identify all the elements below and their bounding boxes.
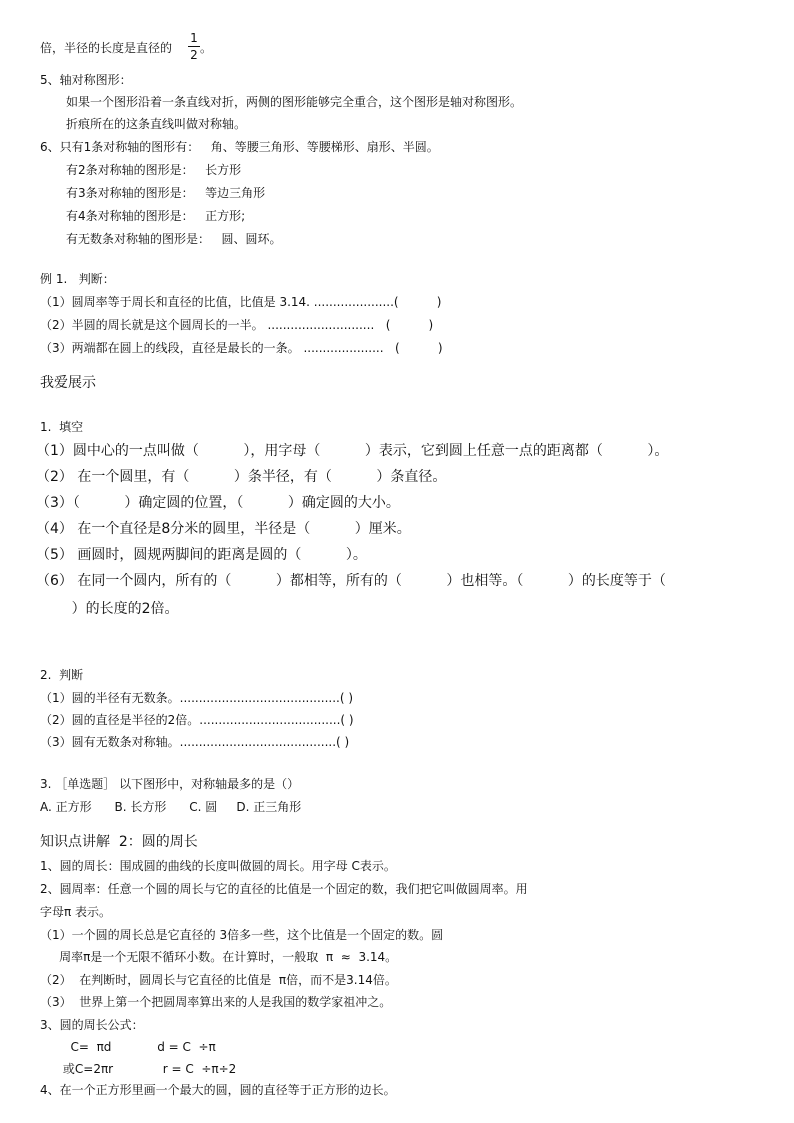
axis-symmetry-crease: 折痕所在的这条直线叫做对称轴。 [66,117,247,131]
one-half-fraction [188,32,200,61]
circumference-line: 字母π 表示。 [40,905,112,919]
fill-blank-item: （3）（ ）确定圆的位置，（ ）确定圆的大小。 [36,495,400,511]
choice-options: A. 正方形 B. 长方形 C. 圆 D. 正三角形 [40,800,302,814]
judge-item: （2）圆的直径是半径的2倍。.....................................( ) [40,713,354,727]
fill-blank-item: （4） 在一个直径是8分米的圆里，半径是（ ）厘米。 [36,521,411,537]
symmetry-counts-heading: 6、只有1条对称轴的图形有： 角、等腰三角形、等腰梯形、扇形、半圆。 [40,140,439,154]
circumference-line: （2） 在判断时，圆周长与它直径的比值是 π倍，而不是3.14倍。 [40,973,397,987]
symmetry-count-item: 有无数条对称轴的图形是： 圆、圆环。 [66,232,282,246]
fill-blank-item: ）的长度的2倍。 [36,601,179,617]
circumference-line: 2、圆周率：任意一个圆的周长与它的直径的比值是一个固定的数，我们把它叫做圆周率。用 [40,882,528,896]
circumference-line: 周率π是一个无限不循环小数。在计算时，一般取 π ≈ 3.14。 [40,950,398,964]
circumference-line: 3、圆的周长公式： [40,1018,144,1032]
symmetry-count-item: 有2条对称轴的图形是： 长方形 [66,163,242,177]
fill-blank-title: 1. 填空 [40,420,84,434]
judge-item: （1）圆的半径有无数条。..........................................( ) [40,691,354,705]
fraction-denominator: 2 [190,48,198,62]
circumference-line: 4、在一个正方形里画一个最大的圆，圆的直径等于正方形的边长。 [40,1083,396,1097]
circumference-title: 知识点讲解 2：圆的周长 [40,834,198,850]
circumference-formula: C= πd d = C ÷π [40,1040,216,1054]
example1-item: （3）两端都在圆上的线段，直径是最长的一条。 ..................... ( ) [40,341,443,355]
radius-line-end: 。 [200,41,213,55]
fill-blank-item: （6） 在同一个圆内，所有的（ ）都相等，所有的（ ）也相等。（ ）的长度等于（ [36,573,666,589]
fill-blank-item: （2） 在一个圆里，有（ ）条半径，有（ ）条直径。 [36,469,447,485]
radius-line-text: 倍，半径的长度是直径的 [40,41,173,55]
fraction-bar [188,46,200,47]
radius-diameter-note [40,42,172,54]
choice-question: 3. ［单选题］ 以下图形中，对称轴最多的是（） [40,777,300,791]
symmetry-count-item: 有4条对称轴的图形是： 正方形; [66,209,246,223]
circumference-formula: 或C=2πr r = C ÷π÷2 [40,1062,237,1076]
symmetry-count-item: 有3条对称轴的图形是： 等边三角形 [66,186,266,200]
fraction-numerator: 1 [190,31,198,45]
circumference-line: 1、圆的周长：围成圆的曲线的长度叫做圆的周长。用字母 C表示。 [40,859,396,873]
example1-item: （1）圆周率等于周长和直径的比值，比值是 3.14. .....................( ) [40,295,442,309]
fill-blank-item: （5） 画圆时，圆规两脚间的距离是圆的（ ）。 [36,547,367,563]
judge-item: （3）圆有无数条对称轴。.........................................( ) [40,735,350,749]
judge-title: 2. 判断 [40,668,84,682]
axis-symmetry-heading: 5、轴对称图形： [40,73,132,87]
axis-symmetry-definition: 如果一个图形沿着一条直线对折，两侧的图形能够完全重合，这个图形是轴对称图形。 [66,95,523,109]
showcase-title: 我爱展示 [40,375,96,391]
example1-item: （2）半圆的周长就是这个圆周长的一半。 ............................ ( ) [40,318,434,332]
example1-title: 例 1. 判断： [40,272,115,286]
circumference-line: （1）一个圆的周长总是它直径的 3倍多一些，这个比值是一个固定的数。圆 [40,928,444,942]
fill-blank-item: （1）圆中心的一点叫做（ ），用字母（ ）表示，它到圆上任意一点的距离都（ ）。 [36,443,669,459]
circumference-line: （3） 世界上第一个把圆周率算出来的人是我国的数学家祖冲之。 [40,995,392,1009]
